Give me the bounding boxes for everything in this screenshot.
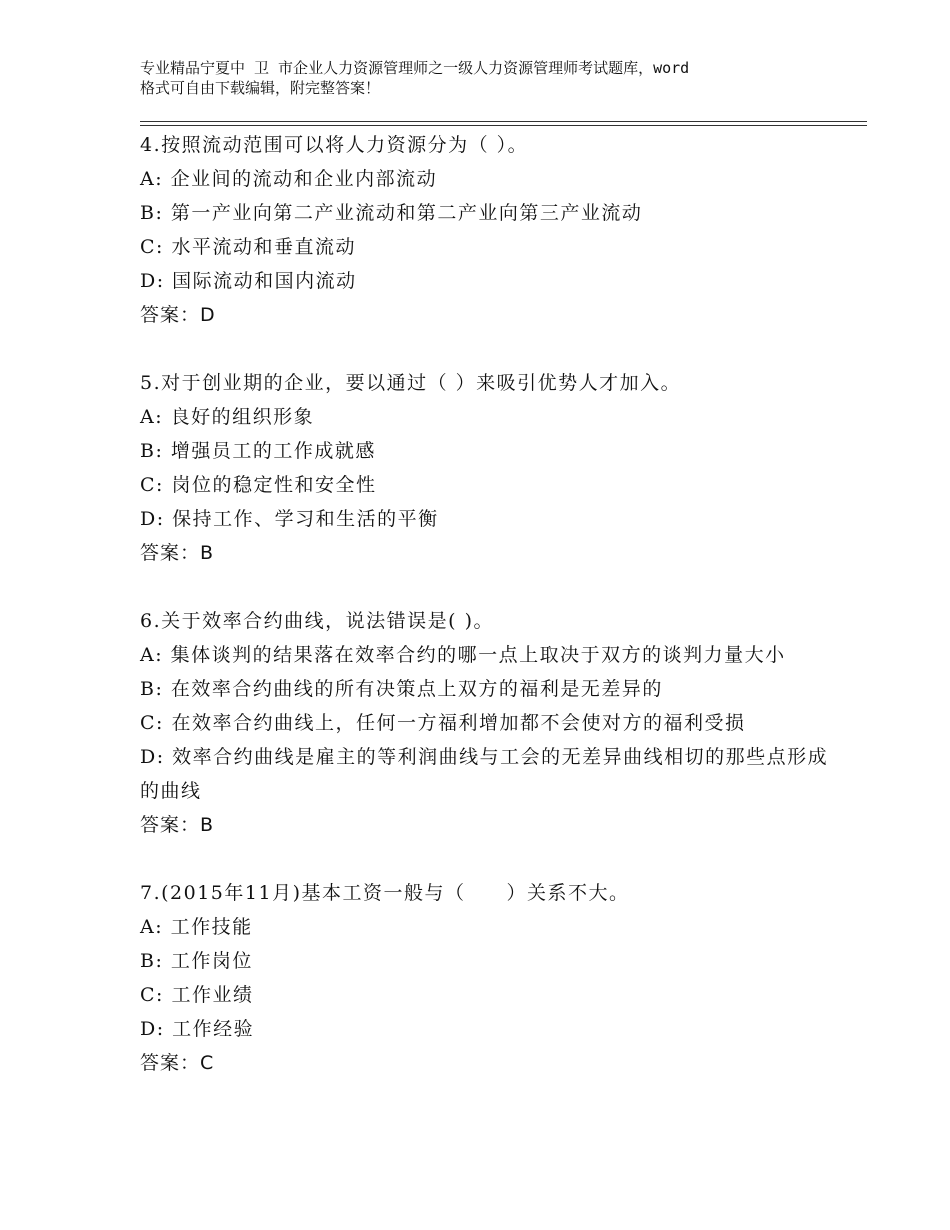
header-line-2: 格式可自由下载编辑，附完整答案！ — [140, 79, 381, 97]
option-a: A: 良好的组织形象 — [140, 406, 315, 428]
question-6 — [140, 604, 830, 842]
answer-line — [140, 536, 830, 570]
option-c: C: 工作业绩 — [140, 984, 254, 1006]
option-c: C: 岗位的稳定性和安全性 — [140, 474, 377, 496]
option-c: C: 水平流动和垂直流动 — [140, 236, 356, 258]
header-line-1: 专业精品宁夏中 卫 市企业人力资源管理师之一级人力资源管理师考试题库，word — [140, 59, 690, 77]
answer-label: 答案： — [140, 1052, 201, 1074]
option-b: B: 增强员工的工作成就感 — [140, 440, 376, 462]
option-b: B: 第一产业向第二产业流动和第二产业向第三产业流动 — [140, 202, 643, 224]
option-b: B: 在效率合约曲线的所有决策点上双方的福利是无差异的 — [140, 678, 663, 700]
question-stem: 6.关于效率合约曲线，说法错误是( )。 — [140, 610, 494, 632]
option-a: A: 集体谈判的结果落在效率合约的哪一点上取决于双方的谈判力量大小 — [140, 644, 786, 666]
option-a: A: 工作技能 — [140, 916, 253, 938]
option-c: C: 在效率合约曲线上，任何一方福利增加都不会使对方的福利受损 — [140, 712, 746, 734]
option-a: A: 企业间的流动和企业内部流动 — [140, 168, 438, 190]
answer-value: C — [200, 1052, 215, 1074]
answer-value: B — [200, 814, 215, 836]
option-d: D: 工作经验 — [140, 1018, 255, 1040]
option-d: D: 国际流动和国内流动 — [140, 270, 357, 292]
question-stem: 7.(2015年11月)基本工资一般与（ ）关系不大。 — [140, 882, 630, 904]
answer-value: B — [200, 542, 215, 564]
answer-label: 答案： — [140, 542, 201, 564]
question-stem: 4.按照流动范围可以将人力资源分为（ ）。 — [140, 134, 529, 156]
answer-line — [140, 808, 830, 842]
question-4 — [140, 128, 830, 332]
answer-label: 答案： — [140, 814, 201, 836]
answer-value: D — [200, 304, 216, 326]
question-stem: 5.对于创业期的企业，要以通过（ ）来吸引优势人才加入。 — [140, 372, 682, 394]
answer-line — [140, 298, 830, 332]
document-header — [140, 58, 830, 98]
question-5 — [140, 366, 830, 570]
header-divider-bottom — [140, 125, 867, 126]
question-list — [140, 128, 830, 1114]
option-b: B: 工作岗位 — [140, 950, 253, 972]
header-divider-top — [140, 121, 867, 122]
question-7 — [140, 876, 830, 1080]
option-d: D: 效率合约曲线是雇主的等利润曲线与工会的无差异曲线相切的那些点形成的曲线 — [140, 746, 829, 802]
answer-label: 答案： — [140, 304, 201, 326]
option-d: D: 保持工作、学习和生活的平衡 — [140, 508, 439, 530]
answer-line — [140, 1046, 830, 1080]
